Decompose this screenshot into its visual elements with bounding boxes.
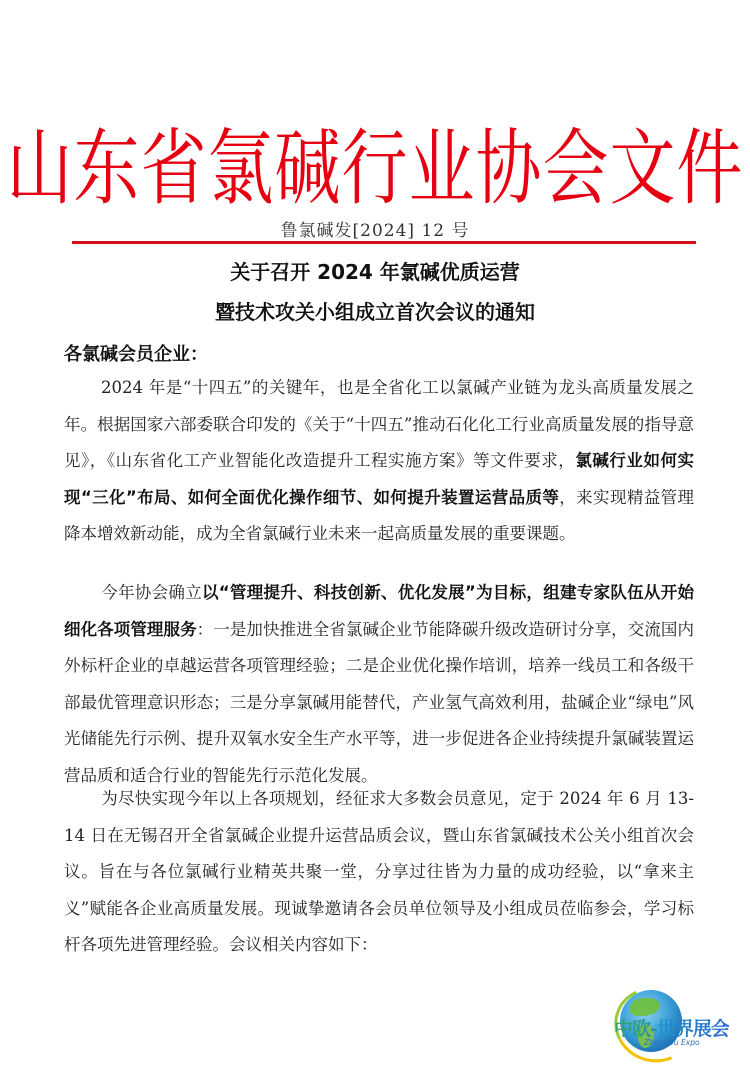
notice-title-line-2: 暨技术攻关小组成立首次会议的通知 xyxy=(215,300,535,324)
paragraph-2 xyxy=(64,575,694,794)
paragraph-3 xyxy=(64,781,694,964)
paragraph-1 xyxy=(64,370,694,553)
logo-brand-text: 中欧-世界展会 xyxy=(614,1014,729,1041)
zhongou-expo-watermark-logo xyxy=(600,988,745,1056)
red-divider-rule xyxy=(72,241,696,244)
masthead-title: 山东省氯碱行业协会文件 xyxy=(6,120,744,217)
notice-title-line-1: 关于召开 2024 年氯碱优质运营 xyxy=(230,260,520,284)
logo-subtitle: ZhongOu Expo xyxy=(644,1038,700,1047)
paragraph-1-bold: 氯碱行业如何实现“三化”布局、如何全面优化操作细节、如何提升装置运营品质等 xyxy=(64,451,695,507)
salutation: 各氯碱会员企业： xyxy=(64,344,208,365)
paragraph-1-text-c: ，来实现精益管理降本增效新动能，成为全省氯碱行业未来一起高质量发展的重要课题。 xyxy=(64,487,694,543)
paragraph-3-text: 为尽快实现今年以上各项规划，经征求大多数会员意见，定于 2024 年 6 月 13-14 日在无锡召开全省氯碱企业提升运营品质会议，暨山东省氯碱技术公关小组首次会议。旨在与各位氯碱行业精英共聚一堂，分享过往皆为力量的成功经验，以“拿来主义”赋能各企业高质量发展。现诚挚邀请各会员单位领导及小组成员莅临参会，学习标杆各项先进管理经验。会议相关内容如下： xyxy=(64,789,694,954)
paragraph-2-text-c: ：一是加快推进全省氯碱企业节能降碳升级改造研讨分享，交流国内外标杆企业的卓越运营各项管理经验；二是企业优化操作培训，培养一线员工和各级干部最优管理意识形态；三是分享氯碱用能替代，产业氢气高效利用，盐碱企业“绿电”风光储能先行示例、提升双氧水安全生产水平等，进一步促进各企业持续提升氯碱装置运营品质和适合行业的智能先行示范化发展。 xyxy=(64,619,695,785)
paragraph-2-bold: 以“管理提升、科技创新、优化发展”为目标，组建专家队伍从开始细化各项管理服务 xyxy=(64,583,694,639)
document-number: 鲁氯碱发[2024] 12 号 xyxy=(280,221,470,241)
paragraph-1-text-a: 2024 年是“十四五”的关键年，也是全省化工以氯碱产业链为龙头高质量发展之年。根据国家六部委联合印发的《关于“十四五”推动石化化工行业高质量发展的指导意见》，《山东省化工产业智能化改造提升工程实施方案》等文件要求， xyxy=(64,378,694,470)
paragraph-2-text-a: 今年协会确立 xyxy=(101,583,203,602)
